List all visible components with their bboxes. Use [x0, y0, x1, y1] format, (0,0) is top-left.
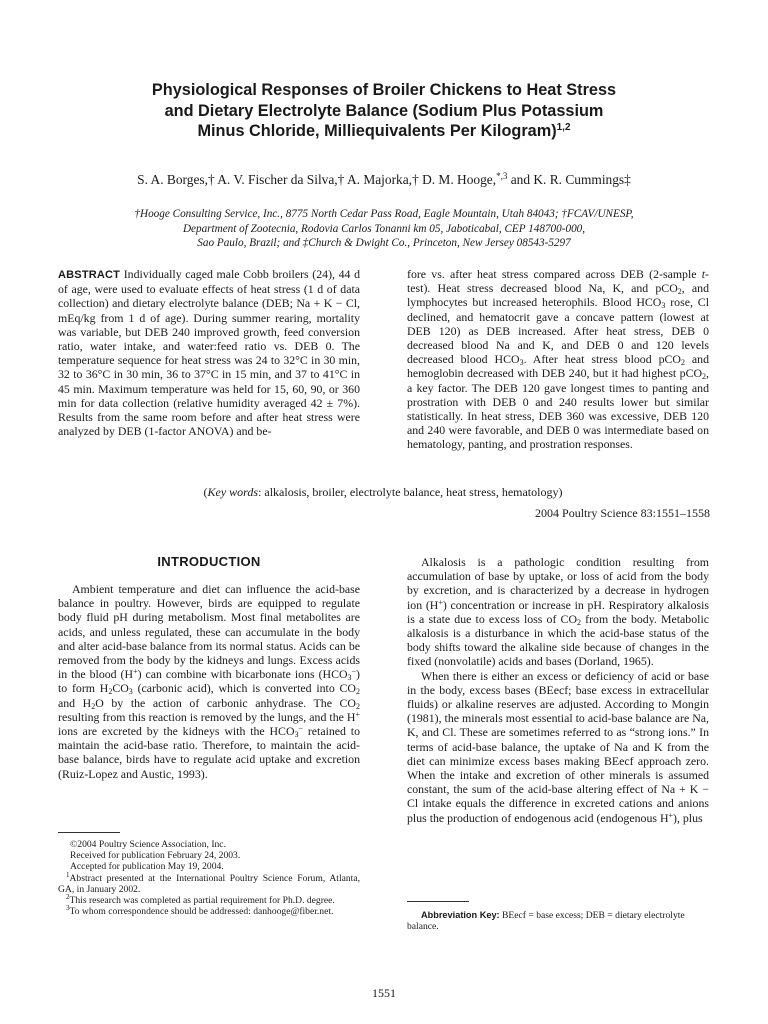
- key-words: [58, 485, 708, 499]
- footnote-text: This research was completed as partial requirement for Ph.D. degree.: [69, 895, 335, 907]
- subscript: 3: [294, 730, 299, 740]
- subscript: 2: [680, 358, 685, 368]
- abbreviation-label: Abbreviation Key:: [421, 910, 500, 920]
- superscript: −: [298, 724, 304, 734]
- paragraph: [407, 555, 709, 669]
- author-list: [60, 172, 708, 188]
- title-line-3-text: Minus Chloride, Milliequivalents Per Kilogram): [197, 122, 557, 140]
- footnote-received: Received for publication February 24, 2003.: [70, 850, 241, 862]
- corresponding-marker: *,3: [496, 171, 508, 181]
- subscript: 3: [661, 301, 666, 311]
- section-heading-introduction: INTRODUCTION: [157, 554, 261, 569]
- affiliations: [60, 207, 708, 251]
- paragraph: [407, 669, 709, 825]
- subscript: 2: [356, 701, 360, 711]
- text-run: resulting from this reaction is removed by the lungs, and the H: [58, 709, 356, 724]
- keywords-open-paren: (: [203, 485, 208, 499]
- authors-main: S. A. Borges,† A. V. Fischer da Silva,† A. Majorka,† D. M. Hooge,: [137, 172, 497, 187]
- text-run: CO: [112, 681, 129, 696]
- abstract-left-column: [58, 267, 360, 438]
- subscript: 3: [519, 358, 524, 368]
- title-footnote-marker: 1,2: [556, 122, 571, 133]
- footnote-text: To whom correspondence should be addressed: danhooge@fiber.net.: [69, 906, 334, 918]
- paragraph: [58, 582, 360, 781]
- title-line-3: [60, 121, 708, 142]
- abstract-text-right-1: fore vs. after heat stress compared across DEB (2-sample: [407, 267, 702, 281]
- footnote-marker: 3: [66, 904, 70, 913]
- text-run: ions are excreted by the kidneys with the HCO: [58, 724, 295, 739]
- title-line-2: and Dietary Electrolyte Balance (Sodium Plus Potassium: [164, 101, 604, 120]
- subscript: 3: [128, 687, 133, 697]
- page-number: 1551: [372, 986, 396, 1000]
- title-line-1: Physiological Responses of Broiler Chickens to Heat Stress: [151, 81, 617, 99]
- subscript: 2: [108, 687, 113, 697]
- text-run: ), plus: [673, 810, 703, 825]
- abstract-text-right-6: and hemoglobin decreased with DEB 240, but it had highest pCO: [407, 352, 710, 381]
- abbreviation-divider: [407, 901, 469, 902]
- subscript: 2: [702, 372, 707, 382]
- abbreviation-key: [407, 910, 709, 932]
- footnote-divider: [58, 832, 120, 833]
- abstract-label: ABSTRACT: [58, 269, 121, 281]
- footnote-copyright: ©2004 Poultry Science Association, Inc.: [70, 839, 226, 850]
- affiliation-line-3: Sao Paulo, Brazil; and ‡Church & Dwight Co., Princeton, New Jersey 08543-5297: [197, 237, 571, 250]
- introduction-right-column: [407, 555, 709, 825]
- superscript: +: [133, 667, 138, 677]
- journal-citation: 2004 Poultry Science 83:1551–1558: [535, 506, 710, 520]
- superscript: +: [438, 597, 443, 607]
- footnote-accepted: Accepted for publication May 19, 2004.: [70, 861, 224, 873]
- text-run: (carbonic acid), which is converted into CO: [132, 681, 356, 696]
- affiliation-line-2: Department of Zootecnia, Rodovia Carlos Tonanni km 05, Jaboticabal, CEP 148700-000,: [182, 222, 586, 235]
- introduction-left-column: [58, 582, 360, 781]
- subscript: 2: [677, 287, 682, 297]
- superscript: +: [668, 810, 674, 820]
- abstract-text-right-5: . After heat stress blood pCO: [523, 352, 681, 367]
- footnotes: [58, 839, 360, 917]
- footnote-1: [58, 870, 360, 895]
- subscript: 2: [577, 617, 582, 627]
- subscript: 2: [91, 701, 96, 711]
- abstract-text-right-2: -test). Heat stress decreased blood Na, K, and pCO: [407, 267, 709, 296]
- footnote-marker: 1: [66, 870, 70, 879]
- abbreviation-text: BEecf = base excess; DEB = dietary electrolyte balance.: [407, 910, 685, 933]
- text-run: When there is either an excess or deficiency of acid or base in the body, excess bases (BEecf; base excess in extracellular fluids) or alkaline reserves are adjusted. According to Mongin (1981), the minerals most essential to acid-base balance are Na, K, and Cl. These are sometimes referred to as “strong ions.” In terms of acid-base balance, the uptake of Na and K from the diet can minimize excess bases making BEecf approach zero. When the intake and excretion of other minerals is assumed constant, the sum of the acid-base altering effect of Na + K − Cl intake equals the difference in excreted cations and anions plus the production of endogenous acid (endogenous H: [407, 668, 709, 825]
- subscript: 3: [347, 673, 352, 683]
- footnote-2: [58, 895, 360, 906]
- footnote-text: Abstract presented at the International Poultry Science Forum, Atlanta, GA, in January 2002.: [58, 872, 360, 895]
- subscript: 2: [355, 687, 360, 697]
- keywords-text: : alkalosis, broiler, electrolyte balance, heat stress, hematology): [258, 485, 563, 499]
- abstract-right-column: [407, 267, 709, 452]
- keywords-label: Key words: [207, 485, 259, 499]
- text-run: ) concentration or increase in pH. Respiratory alkalosis is a state due to excess loss of CO: [407, 597, 709, 626]
- text-run: and H: [58, 695, 92, 710]
- authors-last: and K. R. Cummings‡: [507, 172, 631, 187]
- text-run: Alkalosis is a pathologic condition resulting from accumulation of base by uptake, or loss of acid from the body by excretion, and is characterized by a decrease in hydrogen ion (H: [407, 555, 709, 612]
- text-run: ) to form H: [58, 667, 360, 696]
- abstract-t-italic: t: [701, 267, 706, 281]
- abstract-text-right-3: , and lymphocytes but increased heterophils. Blood HCO: [407, 281, 709, 310]
- text-run: O by the action of carbonic anhydrase. The CO: [95, 695, 356, 710]
- text-run: ) can combine with bicarbonate ions (HCO: [137, 667, 348, 682]
- text-run: from the body. Metabolic alkalosis is a disturbance in which the acid-base status of the body shifts toward the alkaline side because of changes in the fixed (nonvolatile) acids and bases (Dorland, 1965).: [407, 611, 709, 669]
- footnote-marker: 2: [66, 893, 70, 902]
- footnote-3: [58, 906, 360, 917]
- article-title: [60, 80, 708, 142]
- abstract-text-right-7: , a key factor. The DEB 120 gave longest times to panting and prostration with DEB 0 and 240 results lower but similar statistically. In heat stress, DEB 360 was excessive, DEB 120 and 240 were favorable, and DEB 0 was intermediate based on hematology, panting, and prostration responses.: [407, 366, 709, 452]
- superscript: +: [355, 709, 360, 719]
- abstract-text-left: Individually caged male Cobb broilers (24), 44 d of age, were used to evaluate effects of heat stress (1 d of data collection) and dietary electrolyte balance (DEB; Na + K − Cl, mEq/kg from 1 d of age). During summer rearing, mortality was variable, but DEB 240 improved growth, feed conversion ratio, water intake, and water:feed ratio vs. DEB 0. The temperature sequence for heat stress was 24 to 32°C in 30 min, 32 to 36°C in 30 min, 36 to 37°C in 15 min, and 37 to 41°C in 45 min. Maximum temperature was held for 15, 60, 90, or 360 min for data collection (relative humidity averaged 42 ± 7%). Results from the same room before and after heat stress were analyzed by DEB (1-factor ANOVA) and be-: [58, 267, 360, 439]
- abstract-text-right-4: rose, Cl declined, and hematocrit gave a concave pattern (lowest at DEB 120) as DEB increased. After heat stress, DEB 0 decreased blood Na and K, and DEB 0 and 120 levels decreased blood HCO: [407, 295, 709, 367]
- superscript: −: [351, 667, 357, 677]
- text-run: retained to maintain the acid-base ratio. Therefore, to maintain the acid-base balance, birds have to regulate acid uptake and excretion (Ruiz-Lopez and Austic, 1993).: [58, 724, 360, 781]
- text-run: Ambient temperature and diet can influence the acid-base balance in poultry. However, birds are equipped to regulate body fluid pH during metabolism. Most final metabolites are acids, and unless regulated, these can accumulate in the body and alter acid-base balance from its normal status. Acids can be removed from the body by the kidneys and lungs. Excess acids in the blood (H: [58, 582, 360, 682]
- affiliation-line-1: †Hooge Consulting Service, Inc., 8775 North Cedar Pass Road, Eagle Mountain, Utah 84043; †FCAV/UNESP,: [134, 208, 634, 220]
